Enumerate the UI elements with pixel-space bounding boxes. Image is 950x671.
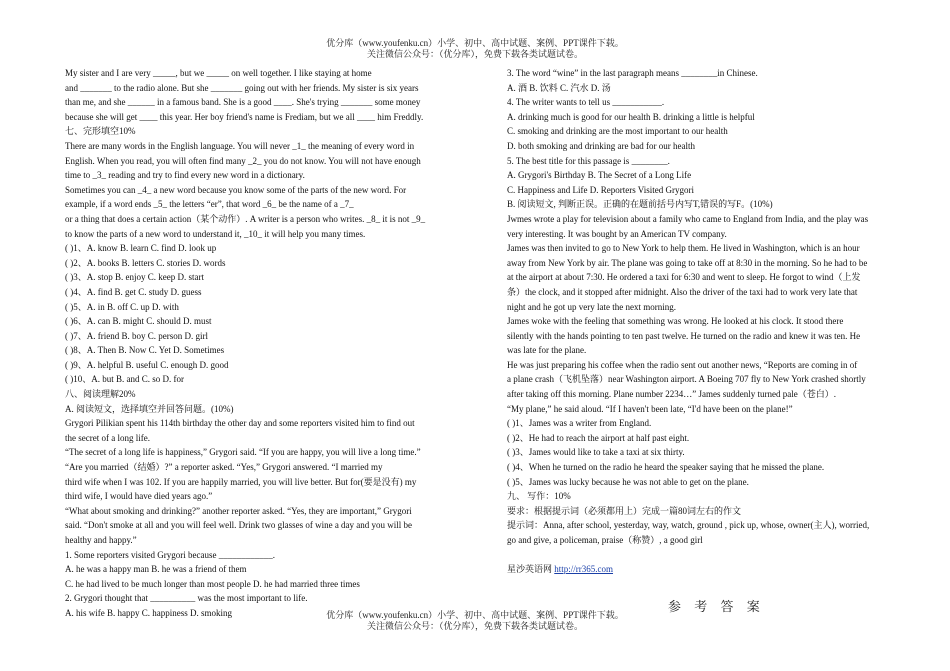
text-line: ( )10、A. but B. and C. so D. for [65,374,184,385]
text-line: ( )3、James would like to take a taxi at six thirty. [507,447,685,458]
text-line: A. 酒 B. 饮料 C. 汽水 D. 汤 [507,82,611,93]
text-line: James was then invited to go to New York to help them. He lived in Washington, which is an hour [507,243,860,254]
left-column [65,66,461,621]
text-line: to know the parts of a new word to understand it, _10_ it will help you many times. [65,228,366,239]
text-line: “What about smoking and drinking?” another reporter asked. “Yes, they are important,” Grygori [65,505,412,516]
text-line: English. When you read, you will often find many _2_ you do not know. You will not have enough [65,155,421,166]
text-line: or a thing that does a certain action（某个动作）. A writer is a person who writes. _8_ it is not _9_ [65,213,426,224]
text-line: He was just preparing his coffee when the radio sent out another news, “Reports are coming in of [507,359,858,370]
text-line: ( )4、When he turned on the radio he heard the speaker saying that he missed the plane. [507,462,825,473]
text-line: very interesting. It was bought by an American TV company. [507,228,727,239]
text-line: ( )2、A. books B. letters C. stories D. words [65,257,226,268]
text-line: at the airport at about 7:30. He ordered a taxi for 6:30 and went to sleep. He forgot to wind（上发 [507,272,861,283]
site-credit [507,562,902,577]
text-line: James woke with the feeling that something was wrong. He looked at his clock. It stood there [507,316,844,327]
text-line: ( )3、A. stop B. enjoy C. keep D. start [65,272,204,283]
text-line: A. he was a happy man B. he was a friend of them [65,564,247,575]
text-line: C. smoking and drinking are the most important to our health [507,126,728,137]
text-line: B. 阅读短文, 判断正误。正确的在题前括号内写T,错误的写F。(10%) [507,199,773,210]
text-line: C. Happiness and Life D. Reporters Visited Grygori [507,184,695,195]
text-line: “My plane,” he said aloud. “If I haven't been late, “I'd have been on the plane!” [507,403,793,414]
text-line: silently with the hands pointing to ten past twelve. He turned on the radio and knew it was ten. He [507,330,861,341]
text-line: 提示词：Anna, after school, yesterday, way, watch, ground , pick up, whose, owner(主人), worried, [507,520,870,531]
text-line: time to _3_ reading and try to find every new word in a dictionary. [65,170,305,181]
text-line: because she will get ____ this year. Her boy friend's name is Frediam, but we all ____ him Freddly. [65,111,424,122]
text-line: A. Grygori's Birthday B. The Secret of a Long Life [507,170,692,181]
text-line: 八、阅读理解20% [65,389,136,400]
text-line: A. drinking much is good for our health B. drinking a little is helpful [507,111,755,122]
text-line: a plane crash（飞机坠落）near Washington airport. A Boeing 707 fly to New York crashed shortly [507,374,866,385]
text-line: third wife when I was 102. If you are happily married, you will live better. But for(要是没有) my [65,476,417,487]
site-name: 星沙英语网 [507,563,553,574]
text-line: 1. Some reporters visited Grygori because ____________. [65,549,275,560]
header-line-1: 优分库（www.youfenku.cn）小学、初中、高中试题、案例、PPT课件下载。 [326,38,624,48]
text-line: said. “Don't smoke at all and you will feel well. Drink two glasses of wine a day and you will be [65,520,413,531]
text-line: A. 阅读短文，选择填空并回答问题。(10%) [65,403,234,414]
text-line: ( )1、A. know B. learn C. find D. look up [65,243,217,254]
spacer [507,548,902,562]
text-line: 5. The best title for this passage is ________. [507,155,670,166]
text-line: ( )6、A. can B. might C. should D. must [65,316,212,327]
text-line: A. his wife B. happy C. happiness D. smoking [65,607,232,618]
text-line: 3. The word “wine” in the last paragraph means ________in Chinese. [507,68,758,78]
text-line: Grygori Pilikian spent his 114th birthday the other day and some reporters visited him to find out [65,418,415,429]
text-line: example, if a word ends _5_ the letters “er”, that word _6_ be the name of a _7_ [65,199,354,210]
text-line: 要求：根据提示词（必须都用上）完成一篇80词左右的作文 [507,505,742,516]
text-line: ( )5、A. in B. off C. up D. with [65,301,179,312]
footer-line-1: 优分库（www.youfenku.cn）小学、初中、高中试题、案例、PPT课件下载。 [326,610,624,620]
text-line: the secret of a long life. [65,432,150,443]
text-line: healthy and happy.” [65,535,137,545]
header-line-2: 关注微信公众号：（优分库），免费下载各类试题试卷。 [366,49,583,59]
text-line: than me, and she ______ in a famous band. She is a good ____. She's trying _______ some money [65,97,421,108]
text-line: ( )7、A. friend B. boy C. person D. girl [65,330,208,341]
text-line: 七、完形填空10% [65,126,136,137]
text-line: go and give, a policeman, praise（称赞）, a good girl [507,535,703,545]
text-line: My sister and I are very _____, but we _____ on well together. I like staying at home [65,68,372,78]
text-line: D. both smoking and drinking are bad for our health [507,140,695,151]
text-line: Sometimes you can _4_ a new word because you know some of the parts of the new word. For [65,184,407,195]
answers-title: 参 考 答 案 [668,599,765,614]
text-line: ( )9、A. helpful B. useful C. enough D. good [65,359,229,370]
text-line: third wife, I would have died years ago.” [65,491,213,502]
text-line: and _______ to the radio alone. But she _______ going out with her friends. My sister is six years [65,82,419,93]
text-line: “Are you married（结婚）?” a reporter asked. “Yes,” Grygori answered. “I married my [65,462,383,473]
text-line: ( )1、James was a writer from England. [507,418,652,429]
text-line: after taking off this morning. Plane number 2234…” James suddenly turned pale（苍白）. [507,389,837,400]
text-line: “The secret of a long life is happiness,” Grygori said. “If you are happy, you will live a long time.” [65,447,421,458]
text-line: ( )8、A. Then B. Now C. Yet D. Sometimes [65,345,225,356]
site-link[interactable]: http://rr365.com [554,563,614,574]
text-line: 2. Grygori thought that __________ was the most important to life. [65,593,308,604]
page-header [0,38,950,60]
footer-line-2: 关注微信公众号：（优分库），免费下载各类试题试卷。 [366,621,583,631]
page-footer [0,610,950,632]
text-line: 条）the clock, and it stopped after midnight. Also the driver of the taxi had to work very late that [507,286,858,297]
text-line: was late for the plane. [507,345,587,356]
text-line: C. he had lived to be much longer than most people D. he had married three times [65,578,360,589]
text-line: There are many words in the English language. You will never _1_ the meaning of every word in [65,140,415,151]
text-line: away from New York by air. The plane was going to take off at 8:30 in the morning. So he had to be [507,257,868,268]
text-line: night and he got up very late the next morning. [507,301,676,312]
text-line: ( )5、James was lucky because he was not able to get on the plane. [507,476,749,487]
text-line: ( )2、He had to reach the airport at half past eight. [507,432,690,443]
text-line: 4. The writer wants to tell us ___________. [507,97,665,108]
right-column [507,66,902,576]
text-line: Jwmes wrote a play for television about a family who came to England from India, and the play was [507,213,869,224]
text-line: ( )4、A. find B. get C. study D. guess [65,286,202,297]
text-line: 九、 写作：10% [507,491,571,502]
